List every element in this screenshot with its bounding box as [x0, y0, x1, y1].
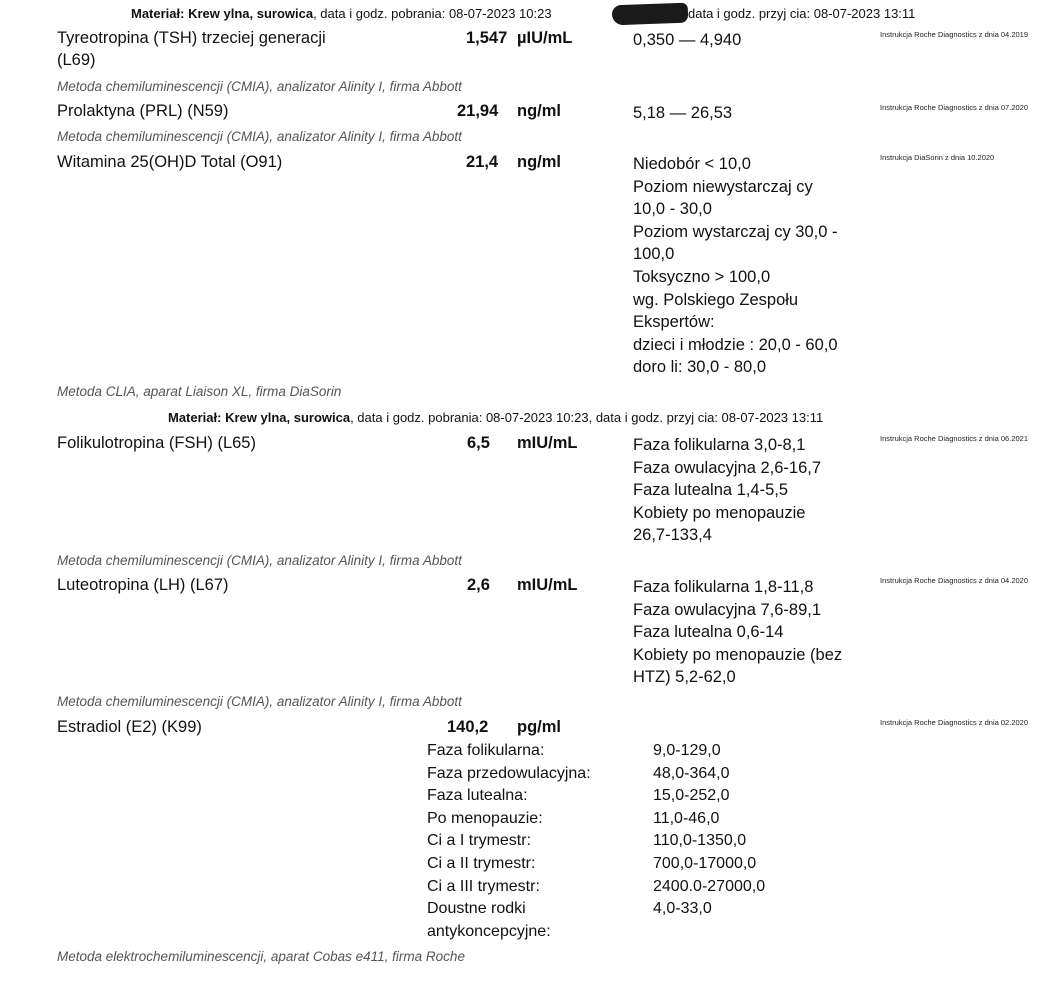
result-value-prl: 21,94 — [457, 102, 499, 120]
phase-label: Ci a III trymestr: — [427, 877, 540, 895]
reference-line: Poziom niewystarczaj cy — [633, 177, 813, 196]
test-name-tsh-code: (L69) — [57, 51, 96, 69]
phase-range: 11,0-46,0 — [653, 809, 720, 827]
phase-range: 15,0-252,0 — [653, 787, 730, 805]
reference-line: 26,7-133,4 — [633, 526, 712, 545]
reference-line: HTZ) 5,2-62,0 — [633, 668, 736, 687]
receipt-date: data i godz. przyj cia: 08-07-2023 13:11 — [688, 6, 916, 21]
reference-line: Faza owulacyjna 2,6-16,7 — [633, 458, 822, 477]
reference-range-prl: 5,18 — 26,53 — [633, 104, 733, 122]
table-row — [427, 853, 765, 876]
material-label: Materiał: Krew ylna, surowica — [168, 410, 351, 425]
reference-line: 100,0 — [633, 245, 675, 264]
test-name-fsh: Folikulotropina (FSH) (L65) — [57, 434, 256, 452]
reference-line: Kobiety po menopauzie (bez — [633, 645, 843, 664]
instruction-note-lh: Instrukcja Roche Diagnostics z dnia 04.2020 — [880, 576, 1029, 585]
result-unit-vitamin-d: ng/ml — [517, 153, 561, 171]
table-row — [427, 876, 765, 899]
result-unit-fsh: mIU/mL — [517, 434, 578, 452]
phase-range: 700,0-17000,0 — [653, 854, 757, 872]
result-unit-lh: mIU/mL — [517, 576, 578, 594]
method-note-vitamin-d: Metoda CLIA, aparat Liaison XL, firma DiaSorin — [57, 384, 342, 399]
phase-range: 4,0-33,0 — [653, 900, 712, 918]
test-name-prl: Prolaktyna (PRL) (N59) — [57, 102, 229, 120]
material-header-1 — [131, 6, 552, 21]
reference-line: dzieci i młodzie : 20,0 - 60,0 — [633, 335, 838, 354]
phase-label: Ci a II trymestr: — [427, 854, 536, 872]
test-name-estradiol: Estradiol (E2) (K99) — [57, 718, 202, 736]
phase-label: antykoncepcyjne: — [427, 922, 551, 940]
material-label: Materiał: Krew ylna, surowica — [131, 6, 314, 21]
result-value-estradiol: 140,2 — [447, 718, 489, 736]
test-name-tsh: Tyreotropina (TSH) trzeciej generacji — [57, 29, 326, 47]
reference-line: Niedobór < 10,0 — [633, 155, 751, 173]
reference-line: doro li: 30,0 - 80,0 — [633, 358, 766, 377]
phase-range: 2400.0-27000,0 — [653, 877, 766, 895]
estradiol-reference-table — [427, 740, 765, 943]
table-row — [427, 921, 765, 944]
result-value-tsh: 1,547 — [466, 29, 508, 47]
result-unit-tsh: µIU/mL — [517, 29, 573, 47]
table-row — [427, 763, 765, 786]
phase-label: Faza lutealna: — [427, 787, 528, 805]
reference-line: Poziom wystarczaj cy 30,0 - — [633, 222, 838, 241]
table-row — [427, 785, 765, 808]
phase-range: 110,0-1350,0 — [653, 832, 747, 850]
result-unit-prl: ng/ml — [517, 102, 561, 120]
reference-line: Kobiety po menopauzie — [633, 503, 806, 522]
reference-line: Faza folikularna 1,8-11,8 — [633, 578, 814, 596]
result-value-fsh: 6,5 — [467, 434, 490, 452]
reference-range-vitamin-d — [633, 153, 838, 379]
redaction-mark — [612, 3, 689, 26]
instruction-note-tsh: Instrukcja Roche Diagnostics z dnia 04.2019 — [880, 30, 1029, 39]
table-row — [427, 808, 765, 831]
collection-and-receipt-date: , data i godz. pobrania: 08-07-2023 10:23, data i godz. przyj cia: 08-07-2023 13:11 — [350, 410, 824, 425]
phase-label: Doustne rodki — [427, 900, 526, 918]
table-row — [427, 830, 765, 853]
instruction-note-vitamin-d: Instrukcja DiaSorin z dnia 10.2020 — [880, 153, 995, 162]
instruction-note-prl: Instrukcja Roche Diagnostics z dnia 07.2020 — [880, 103, 1029, 112]
phase-label: Faza folikularna: — [427, 742, 545, 759]
test-name-vitamin-d: Witamina 25(OH)D Total (O91) — [57, 153, 283, 171]
result-value-lh: 2,6 — [467, 576, 490, 594]
phase-range: 9,0-129,0 — [653, 742, 721, 759]
phase-label: Ci a I trymestr: — [427, 832, 532, 850]
reference-line: Faza lutealna 1,4-5,5 — [633, 481, 789, 500]
table-row — [427, 898, 765, 921]
reference-line: Faza owulacyjna 7,6-89,1 — [633, 600, 822, 619]
instruction-note-fsh: Instrukcja Roche Diagnostics z dnia 06.2021 — [880, 434, 1029, 443]
result-value-vitamin-d: 21,4 — [466, 153, 499, 171]
method-note-estradiol: Metoda elektrochemiluminescencji, aparat Cobas e411, firma Roche — [57, 949, 465, 964]
test-name-lh: Luteotropina (LH) (L67) — [57, 576, 229, 594]
phase-range: 48,0-364,0 — [653, 764, 730, 782]
method-note-fsh: Metoda chemiluminescencji (CMIA), analizator Alinity I, firma Abbott — [57, 553, 462, 568]
phase-label: Faza przedowulacyjna: — [427, 764, 591, 782]
reference-range-fsh — [633, 434, 821, 547]
material-header-2 — [168, 410, 823, 425]
reference-line: wg. Polskiego Zespołu — [633, 290, 799, 309]
result-unit-estradiol: pg/ml — [517, 718, 561, 736]
collection-date: , data i godz. pobrania: 08-07-2023 10:23 — [313, 6, 552, 21]
reference-line: 10,0 - 30,0 — [633, 200, 712, 219]
method-note-lh: Metoda chemiluminescencji (CMIA), analizator Alinity I, firma Abbott — [57, 694, 462, 709]
table-row — [427, 740, 765, 763]
phase-label: Po menopauzie: — [427, 809, 543, 827]
reference-line: Ekspertów: — [633, 313, 715, 332]
reference-line: Faza folikularna 3,0-8,1 — [633, 436, 806, 454]
reference-line: Faza lutealna 0,6-14 — [633, 623, 784, 642]
method-note-tsh: Metoda chemiluminescencji (CMIA), analizator Alinity I, firma Abbott — [57, 79, 462, 94]
reference-range-lh — [633, 576, 842, 689]
method-note-prl: Metoda chemiluminescencji (CMIA), analizator Alinity I, firma Abbott — [57, 129, 462, 144]
reference-range-tsh: 0,350 — 4,940 — [633, 31, 742, 49]
reference-line: Toksyczno > 100,0 — [633, 267, 771, 286]
instruction-note-estradiol: Instrukcja Roche Diagnostics z dnia 02.2020 — [880, 718, 1029, 727]
